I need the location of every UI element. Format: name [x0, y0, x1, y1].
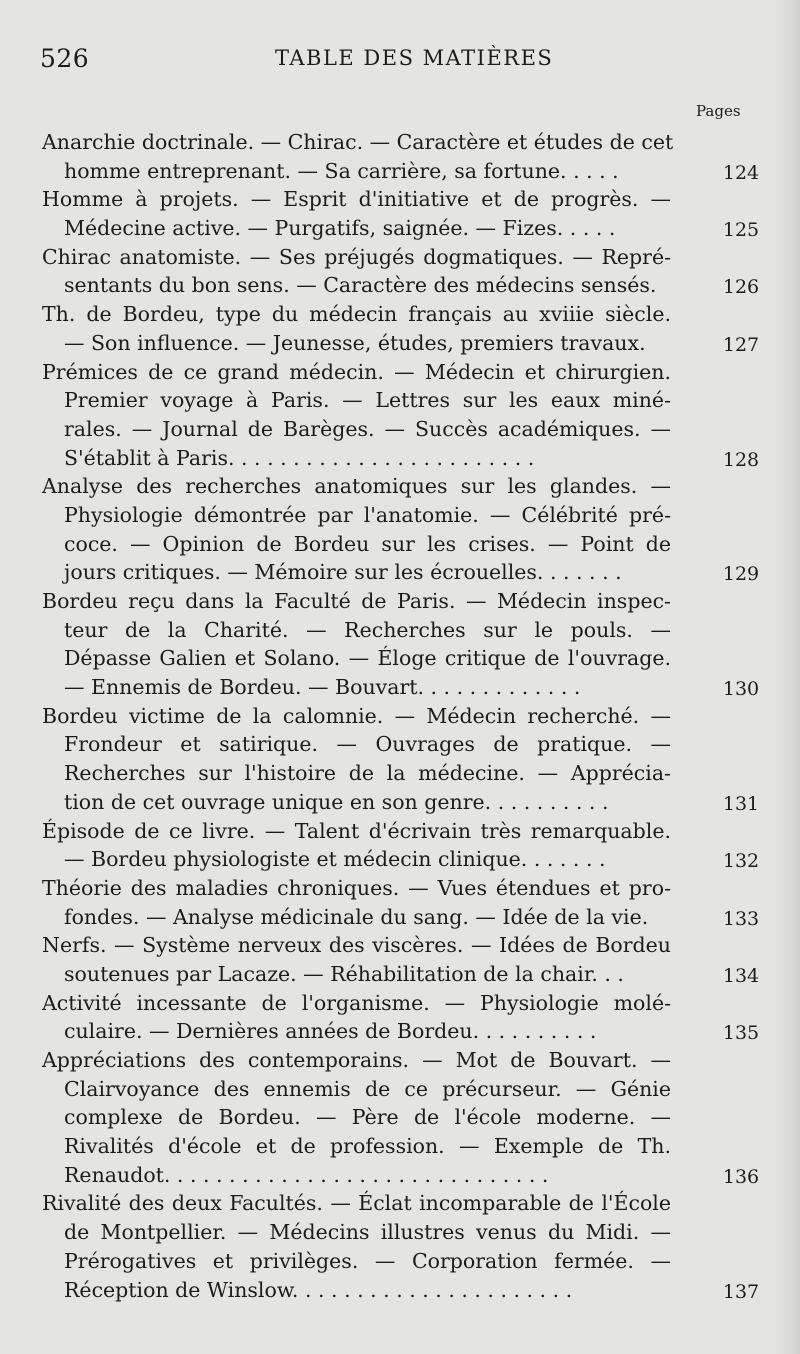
toc-entry-line: Activité incessante de l'organisme. — Physiologie molé-: [42, 990, 671, 1015]
toc-entry: [0, 128, 800, 185]
toc-entry-line: Recherches sur l'histoire de la médecine. — Apprécia-: [64, 761, 671, 786]
toc-entry-line: Dépasse Galien et Solano. — Éloge critique de l'ouvrage.: [64, 646, 671, 671]
toc-page-number: 137: [722, 1280, 760, 1303]
toc-entry-line: — Bordeu physiologiste et médecin clinique. . . . . . .: [64, 847, 606, 872]
toc-page-number: 128: [722, 448, 760, 471]
toc-entry: [0, 989, 800, 1046]
toc-entry-line: Médecine active. — Purgatifs, saignée. — Fizes. . . . .: [64, 216, 616, 241]
toc-entry: [0, 243, 800, 300]
toc-entry: [0, 300, 800, 357]
toc-entry-line: Rivalité des deux Facultés. — Éclat incomparable de l'École: [42, 1191, 671, 1216]
toc-page-number: 134: [722, 964, 760, 987]
toc-entry-line: Réception de Winslow. . . . . . . . . . . . . . . . . . . . . .: [64, 1277, 573, 1302]
toc-entry-line: Premier voyage à Paris. — Lettres sur les eaux miné-: [64, 388, 671, 413]
toc-entry-line: — Ennemis de Bordeu. — Bouvart. . . . . . . . . . . . .: [64, 675, 581, 700]
toc-entry: [0, 587, 800, 702]
toc-entry: [0, 874, 800, 931]
toc-entry: [0, 1189, 800, 1304]
toc-page-number: 133: [722, 907, 760, 930]
toc-page-number: 130: [722, 678, 760, 701]
page-edge-shadow: [774, 0, 800, 1354]
toc-entry: [0, 358, 800, 473]
toc-entry-line: Clairvoyance des ennemis de ce précurseur. — Génie: [64, 1076, 671, 1101]
toc-entry-line: Physiologie démontrée par l'anatomie. — Célébrité pré-: [64, 502, 671, 527]
toc-entry-line: rales. — Journal de Barèges. — Succès académiques. —: [64, 416, 671, 441]
toc-page-number: 135: [722, 1022, 760, 1045]
toc-page-number: 131: [722, 792, 760, 815]
toc-entry-line: Th. de Bordeu, type du médecin français au xviiie siècle.: [42, 302, 671, 327]
toc-entry-line: Rivalités d'école et de profession. — Exemple de Th.: [64, 1134, 671, 1159]
page-number: 526: [40, 44, 90, 73]
toc-entry: [0, 817, 800, 874]
toc-entry-line: Analyse des recherches anatomiques sur les glandes. —: [42, 474, 671, 499]
toc-page-number: 136: [722, 1165, 760, 1188]
toc-entry-line: culaire. — Dernières années de Bordeu. . . . . . . . . .: [64, 1019, 597, 1044]
toc-entry-line: Bordeu victime de la calomnie. — Médecin recherché. —: [42, 703, 671, 728]
toc-entry-line: sentants du bon sens. — Caractère des médecins sensés.: [64, 273, 657, 298]
running-title: TABLE DES MATIÈRES: [275, 46, 554, 70]
toc-entry-line: soutenues par Lacaze. — Réhabilitation de la chair. . .: [64, 961, 624, 986]
toc-page-number: 129: [722, 563, 760, 586]
table-of-contents: [0, 128, 800, 1304]
toc-entry-line: Homme à projets. — Esprit d'initiative et de progrès. —: [42, 187, 671, 212]
toc-entry-line: Nerfs. — Système nerveux des viscères. — Idées de Bordeu: [42, 933, 671, 958]
toc-entry-line: complexe de Bordeu. — Père de l'école moderne. —: [64, 1105, 671, 1130]
toc-entry-line: Théorie des maladies chroniques. — Vues étendues et pro-: [42, 875, 671, 900]
toc-page-number: 132: [722, 850, 760, 873]
toc-entry-line: Prémices de ce grand médecin. — Médecin et chirurgien.: [42, 359, 671, 384]
toc-entry: [0, 472, 800, 587]
toc-entry-line: jours critiques. — Mémoire sur les écrouelles. . . . . . .: [64, 560, 622, 585]
toc-entry-line: homme entreprenant. — Sa carrière, sa fortune. . . . .: [64, 158, 619, 183]
toc-entry: [0, 931, 800, 988]
toc-entry-line: Renaudot. . . . . . . . . . . . . . . . . . . . . . . . . . . . . .: [64, 1162, 549, 1187]
pages-column-label: Pages: [696, 102, 741, 120]
toc-entry-line: — Son influence. — Jeunesse, études, premiers travaux.: [64, 330, 646, 355]
toc-entry: [0, 1046, 800, 1189]
toc-entry-line: Bordeu reçu dans la Faculté de Paris. — Médecin inspec-: [42, 589, 671, 613]
toc-entry-line: teur de la Charité. — Recherches sur le pouls. —: [64, 617, 671, 642]
toc-entry-line: Chirac anatomiste. — Ses préjugés dogmatiques. — Repré-: [42, 244, 671, 269]
toc-page-number: 127: [722, 333, 760, 356]
toc-page-number: 125: [722, 219, 760, 242]
toc-entry-line: Appréciations des contemporains. — Mot de Bouvart. —: [42, 1048, 671, 1072]
toc-page-number: 124: [722, 161, 760, 184]
toc-entry-line: tion de cet ouvrage unique en son genre. . . . . . . . . .: [64, 789, 609, 814]
toc-entry: [0, 185, 800, 242]
toc-entry-line: coce. — Opinion de Bordeu sur les crises. — Point de: [64, 531, 671, 556]
toc-entry-line: Épisode de ce livre. — Talent d'écrivain très remarquable.: [42, 818, 671, 843]
toc-entry-line: Anarchie doctrinale. — Chirac. — Caractère et études de cet: [42, 130, 674, 154]
toc-entry: [0, 702, 800, 817]
toc-page-number: 126: [722, 276, 760, 299]
toc-entry-line: S'établit à Paris. . . . . . . . . . . . . . . . . . . . . . . .: [64, 445, 535, 470]
toc-entry-line: fondes. — Analyse médicinale du sang. — Idée de la vie.: [64, 904, 649, 929]
toc-entry-line: Prérogatives et privilèges. — Corporation fermée. —: [64, 1248, 671, 1273]
toc-entry-line: de Montpellier. — Médecins illustres venus du Midi. —: [64, 1220, 671, 1245]
toc-entry-line: Frondeur et satirique. — Ouvrages de pratique. —: [64, 732, 671, 757]
